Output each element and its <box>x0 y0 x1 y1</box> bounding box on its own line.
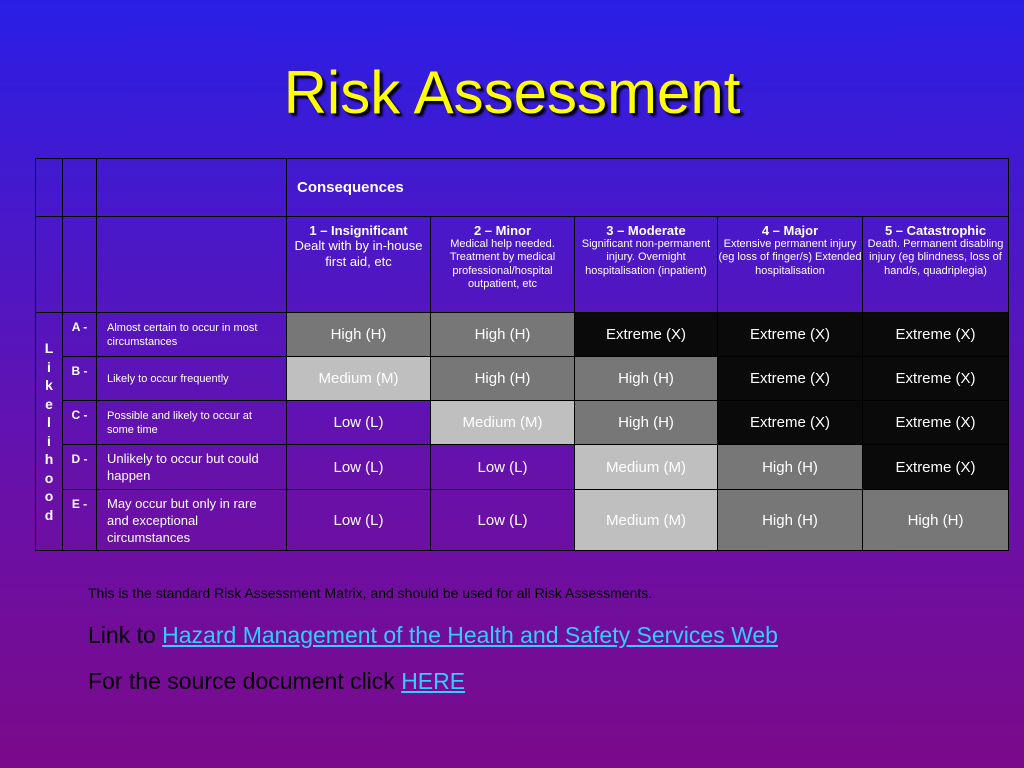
likelihood-label: L i k e l i h o o d <box>36 313 63 551</box>
page-title: Risk Assessment <box>283 59 741 126</box>
consequence-title: 4 – Major <box>761 223 819 238</box>
risk-cell: High (H) <box>863 490 1009 551</box>
risk-matrix-table <box>35 158 1009 551</box>
risk-cell: Extreme (X) <box>718 313 863 357</box>
risk-cell: Extreme (X) <box>575 313 718 357</box>
likelihood-row <box>36 490 1009 551</box>
likelihood-letter: B - <box>63 357 97 401</box>
header-row-consequences <box>36 159 1009 217</box>
consequence-desc: Dealt with by in-house first aid, etc <box>294 237 423 269</box>
empty-cell <box>63 217 97 313</box>
likelihood-row <box>36 313 1009 357</box>
empty-cell <box>63 159 97 217</box>
hazard-management-link[interactable]: Hazard Management of the Health and Safety Services Web <box>162 622 778 648</box>
risk-cell: Extreme (X) <box>718 357 863 401</box>
consequence-desc: Death. Permanent disabling injury (eg blindness, loss of hand/s, quadriplegia) <box>867 237 1004 277</box>
likelihood-letter: A - <box>63 313 97 357</box>
likelihood-description: Likely to occur frequently <box>97 357 287 401</box>
header-row-consequence-levels <box>36 217 1009 313</box>
likelihood-row <box>36 445 1009 490</box>
likelihood-description: Almost certain to occur in most circumstances <box>97 313 287 357</box>
risk-cell: Low (L) <box>431 445 575 490</box>
consequence-desc: Significant non-permanent injury. Overnight hospitalisation (inpatient) <box>581 237 711 277</box>
consequence-title: 1 – Insignificant <box>309 223 408 238</box>
risk-cell: Medium (M) <box>575 445 718 490</box>
consequence-header-5 <box>863 217 1009 313</box>
risk-cell: Extreme (X) <box>718 401 863 445</box>
risk-cell: High (H) <box>287 313 431 357</box>
likelihood-letter: E - <box>63 490 97 551</box>
matrix-body <box>36 313 1009 551</box>
empty-cell <box>97 217 287 313</box>
likelihood-letter: C - <box>63 401 97 445</box>
consequence-header-1 <box>287 217 431 313</box>
risk-cell: Low (L) <box>287 401 431 445</box>
consequence-desc: Medical help needed. Treatment by medical professional/hospital outpatient, etc <box>449 237 556 290</box>
source-document-link[interactable]: HERE <box>401 668 466 694</box>
consequence-desc: Extensive permanent injury (eg loss of finger/s) Extended hospitalisation <box>718 237 862 277</box>
link-line-prefix: Link to <box>88 622 163 648</box>
risk-cell: Low (L) <box>287 445 431 490</box>
consequence-header-3 <box>575 217 718 313</box>
consequence-title: 2 – Minor <box>473 223 532 238</box>
likelihood-description: May occur but only in rare and exceptional circumstances <box>97 490 287 551</box>
empty-cell <box>97 159 287 217</box>
consequences-heading: Consequences <box>287 159 1009 217</box>
risk-cell: Medium (M) <box>575 490 718 551</box>
consequence-header-2 <box>431 217 575 313</box>
link-line <box>88 622 778 649</box>
risk-cell: Extreme (X) <box>863 357 1009 401</box>
risk-cell: Low (L) <box>287 490 431 551</box>
risk-cell: High (H) <box>575 357 718 401</box>
likelihood-description: Unlikely to occur but could happen <box>97 445 287 490</box>
likelihood-row <box>36 357 1009 401</box>
likelihood-description: Possible and likely to occur at some time <box>97 401 287 445</box>
consequence-title: 5 – Catastrophic <box>884 223 987 238</box>
risk-cell: Extreme (X) <box>863 313 1009 357</box>
risk-cell: Low (L) <box>431 490 575 551</box>
matrix-note: This is the standard Risk Assessment Matrix, and should be used for all Risk Assessments. <box>88 585 653 601</box>
source-line <box>88 668 465 695</box>
risk-cell: High (H) <box>718 490 863 551</box>
risk-cell: Extreme (X) <box>863 401 1009 445</box>
likelihood-row <box>36 401 1009 445</box>
consequence-header-4 <box>718 217 863 313</box>
risk-cell: Extreme (X) <box>863 445 1009 490</box>
risk-cell: High (H) <box>431 313 575 357</box>
risk-cell: High (H) <box>718 445 863 490</box>
empty-cell <box>36 217 63 313</box>
risk-cell: High (H) <box>431 357 575 401</box>
risk-cell: High (H) <box>575 401 718 445</box>
risk-cell: Medium (M) <box>287 357 431 401</box>
source-line-prefix: For the source document click <box>88 668 402 694</box>
empty-cell <box>36 159 63 217</box>
likelihood-letter: D - <box>63 445 97 490</box>
risk-cell: Medium (M) <box>431 401 575 445</box>
consequence-title: 3 – Moderate <box>606 223 686 238</box>
